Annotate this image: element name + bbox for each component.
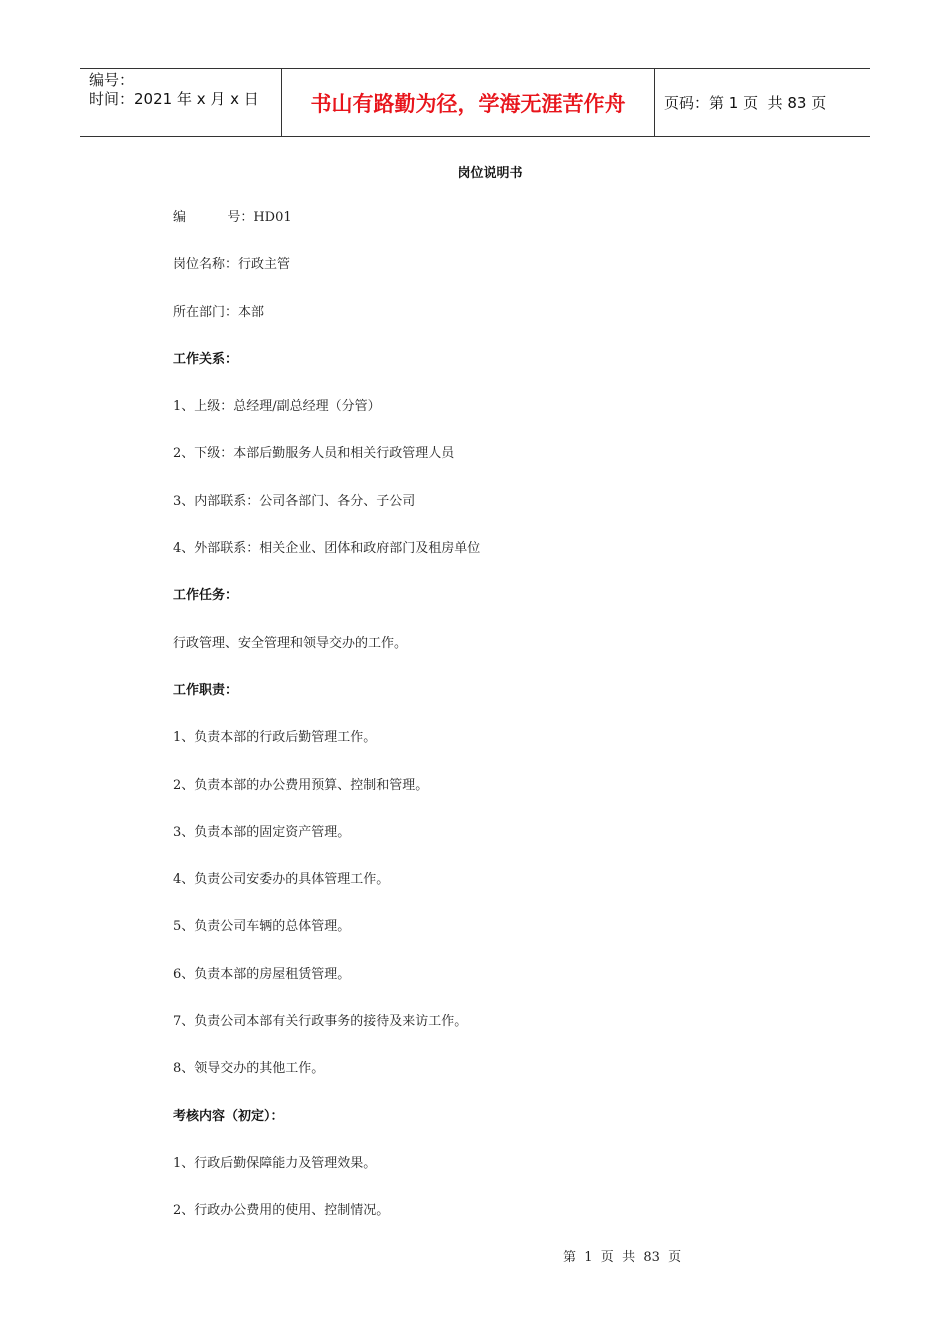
header-page-info: 页码：第 1 页 共 83 页 <box>664 94 827 112</box>
body-line: 4、负责公司安委办的具体管理工作。 <box>173 872 390 888</box>
section-heading: 工作关系： <box>173 351 239 367</box>
section-heading: 考核内容（初定）： <box>173 1108 284 1124</box>
body-line: 行政管理、安全管理和领导交办的工作。 <box>173 635 408 651</box>
body-line: 3、内部联系：公司各部门、各分、子公司 <box>173 493 416 509</box>
body-line: 2、下级：本部后勤服务人员和相关行政管理人员 <box>173 446 455 462</box>
body-line: 1、负责本部的行政后勤管理工作。 <box>173 730 377 746</box>
document-body <box>173 205 793 1246</box>
body-line: 岗位名称：行政主管 <box>173 257 291 273</box>
header-motto: 书山有路勤为径，学海无涯苦作舟 <box>282 69 655 136</box>
body-line: 4、外部联系：相关企业、团体和政府部门及租房单位 <box>173 541 481 557</box>
body-line: 3、负责本部的固定资产管理。 <box>173 824 351 840</box>
body-line: 1、上级：总经理/副总经理（分管） <box>173 399 381 415</box>
body-line: 7、负责公司本部有关行政事务的接待及来访工作。 <box>173 1014 468 1030</box>
body-line: 编 号：HD01 <box>173 210 292 225</box>
number-label: 编号： <box>89 71 135 89</box>
body-line: 2、行政办公费用的使用、控制情况。 <box>173 1203 390 1219</box>
body-line: 6、负责本部的房屋租赁管理。 <box>173 966 351 982</box>
document-title: 岗位说明书 <box>457 166 523 181</box>
body-line: 2、负责本部的办公费用预算、控制和管理。 <box>173 777 429 793</box>
section-heading: 工作任务： <box>173 588 239 604</box>
section-heading: 工作职责： <box>173 682 239 698</box>
page-header <box>80 68 870 137</box>
time-label: 时间：2021 年 x 月 x 日 <box>89 90 259 108</box>
page-footer: 第 1 页 共 83 页 <box>563 1250 682 1265</box>
body-line: 所在部门：本部 <box>173 304 265 320</box>
body-line: 5、负责公司车辆的总体管理。 <box>173 919 351 935</box>
body-line: 8、领导交办的其他工作。 <box>173 1061 325 1077</box>
body-line: 1、行政后勤保障能力及管理效果。 <box>173 1155 377 1171</box>
header-meta <box>80 69 282 136</box>
